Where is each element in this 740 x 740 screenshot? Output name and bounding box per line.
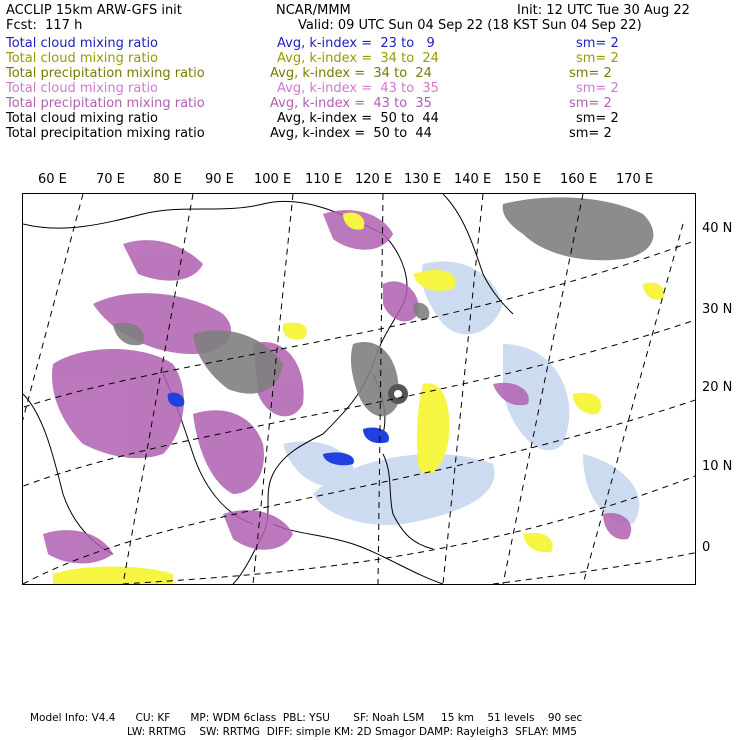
field-desc: Avg, k-index = 43 to 35 — [277, 81, 439, 96]
lon-label: 160 E — [560, 172, 598, 187]
model-info-line1: Model Info: V4.4 CU: KF MP: WDM 6class PBL: YSU SF: Noah LSM 15 km 51 levels 90 sec — [30, 712, 583, 724]
lon-label: 90 E — [205, 172, 234, 187]
field-name: Total cloud mixing ratio — [6, 36, 159, 51]
lon-label: 70 E — [96, 172, 125, 187]
field-sm: sm= 2 — [576, 111, 619, 126]
lon-label: 110 E — [305, 172, 343, 187]
lon-label: 60 E — [38, 172, 67, 187]
field-desc: Avg, k-index = 23 to 9 — [277, 36, 435, 51]
field-row-2 — [0, 51, 740, 66]
plot-title: ACCLIP 15km ARW-GFS init — [6, 3, 182, 18]
lat-label: 30 N — [702, 302, 733, 317]
field-desc: Avg, k-index = 34 to 24 — [270, 66, 432, 81]
lat-label: 10 N — [702, 459, 733, 474]
lat-label: 0 — [702, 540, 711, 555]
field-row-3 — [0, 66, 740, 81]
field-row-4 — [0, 81, 740, 96]
field-row-1 — [0, 36, 740, 51]
center-label: NCAR/MMM — [276, 3, 351, 18]
model-info-line2: LW: RRTMG SW: RRTMG DIFF: simple KM: 2D Smagor DAMP: Rayleigh3 SFLAY: MM5 — [127, 726, 577, 738]
field-row-6 — [0, 111, 740, 126]
field-sm: sm= 2 — [576, 51, 619, 66]
field-sm: sm= 2 — [576, 81, 619, 96]
lon-label: 150 E — [504, 172, 542, 187]
lat-label: 20 N — [702, 380, 733, 395]
lon-label: 140 E — [454, 172, 492, 187]
field-desc: Avg, k-index = 43 to 35 — [270, 96, 432, 111]
field-name: Total cloud mixing ratio — [6, 81, 159, 96]
field-desc: Avg, k-index = 34 to 24 — [277, 51, 439, 66]
field-name: Total cloud mixing ratio — [6, 111, 159, 126]
lat-label: 40 N — [702, 221, 733, 236]
field-name: Total precipitation mixing ratio — [6, 126, 205, 141]
field-row-7 — [0, 126, 740, 141]
field-name: Total precipitation mixing ratio — [6, 66, 205, 81]
map-panel — [22, 193, 696, 585]
lon-label: 170 E — [616, 172, 654, 187]
field-row-5 — [0, 96, 740, 111]
valid-time: Valid: 09 UTC Sun 04 Sep 22 (18 KST Sun 04 Sep 22) — [298, 18, 642, 33]
field-desc: Avg, k-index = 50 to 44 — [270, 126, 432, 141]
field-sm: sm= 2 — [569, 66, 612, 81]
lon-label: 120 E — [355, 172, 393, 187]
field-desc: Avg, k-index = 50 to 44 — [277, 111, 439, 126]
field-name: Total cloud mixing ratio — [6, 51, 159, 66]
init-time: Init: 12 UTC Tue 30 Aug 22 — [517, 3, 690, 18]
forecast-hour: Fcst: 117 h — [6, 18, 83, 33]
field-sm: sm= 2 — [569, 126, 612, 141]
lon-label: 100 E — [254, 172, 292, 187]
map-canvas — [23, 194, 695, 584]
typhoon-swirl — [388, 384, 408, 404]
field-name: Total precipitation mixing ratio — [6, 96, 205, 111]
field-sm: sm= 2 — [569, 96, 612, 111]
lon-label: 130 E — [404, 172, 442, 187]
field-sm: sm= 2 — [576, 36, 619, 51]
lon-label: 80 E — [153, 172, 182, 187]
